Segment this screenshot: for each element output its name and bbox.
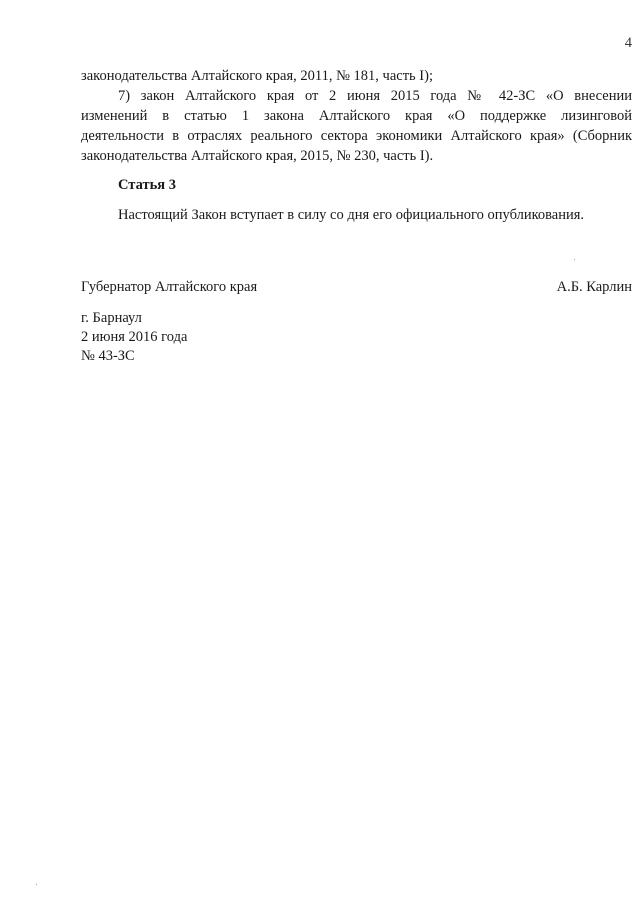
item-7-line-1: 7) закон Алтайского края от 2 июня 2015 года № 42-ЗС «О внесении — [118, 88, 632, 104]
scan-speck — [574, 259, 575, 260]
item-7-line-4: законодательства Алтайского края, 2015, № 230, часть I). — [81, 148, 434, 164]
body-line-continuation: законодательства Алтайского края, 2011, № 181, часть I); — [81, 68, 433, 84]
scan-speck — [36, 884, 37, 885]
item-7-line-3: деятельности в отраслях реального сектора экономики Алтайского края» (Сборник — [81, 128, 632, 144]
footer-city: г. Барнаул — [81, 310, 142, 326]
article-text: Настоящий Закон вступает в силу со дня его официального опубликования. — [118, 207, 585, 223]
article-heading: Статья 3 — [118, 177, 176, 193]
footer-number: № 43-ЗС — [81, 348, 135, 364]
footer-date: 2 июня 2016 года — [81, 329, 188, 345]
signature-name: А.Б. Карлин — [556, 279, 632, 295]
page-number: 4 — [624, 35, 632, 51]
item-7-line-2: изменений в статью 1 закона Алтайского края «О поддержке лизинговой — [81, 108, 632, 124]
signature-position: Губернатор Алтайского края — [81, 279, 258, 295]
